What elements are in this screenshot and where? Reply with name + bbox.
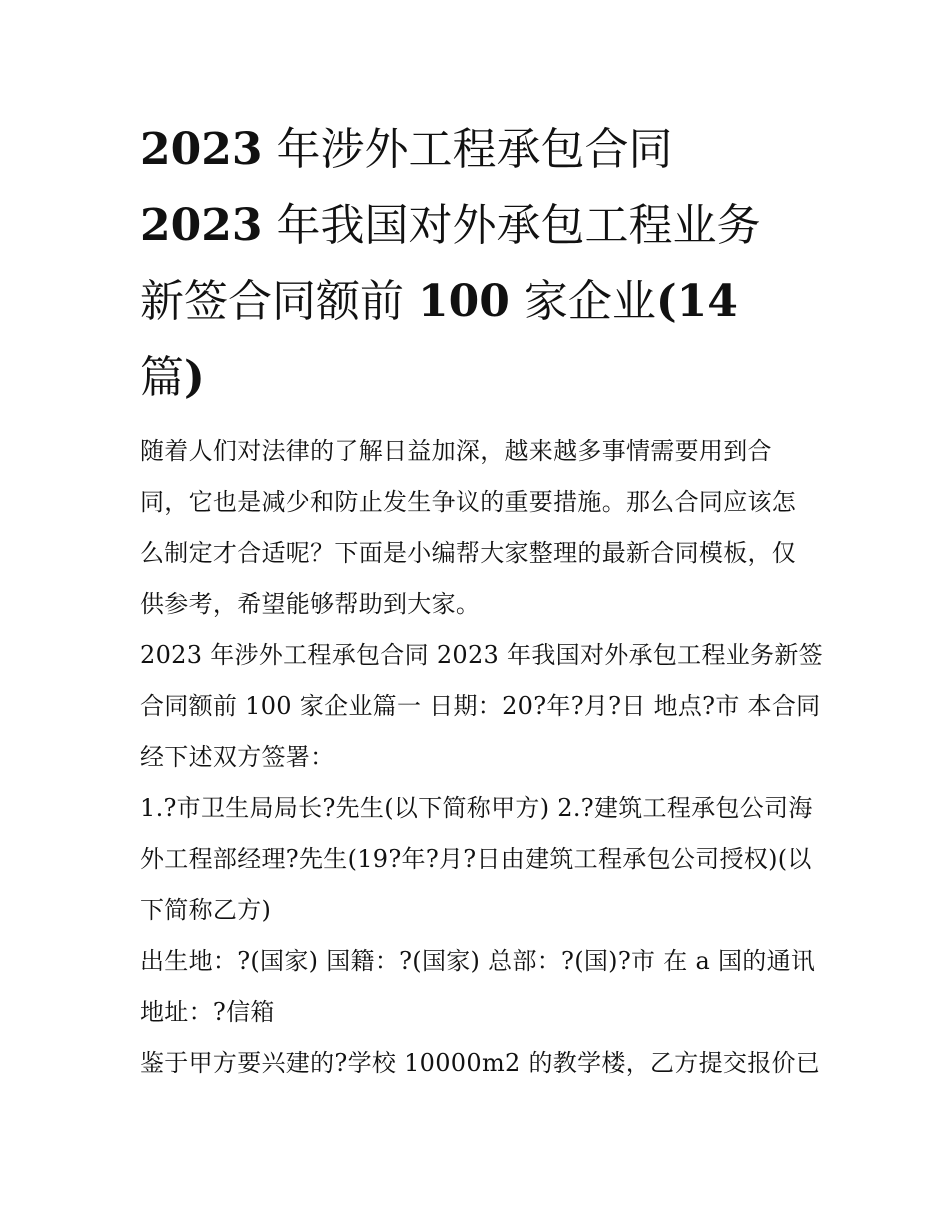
paragraph-line: 同，它也是减少和防止发生争议的重要措施。那么合同应该怎	[140, 488, 797, 516]
document-title	[140, 112, 815, 416]
party-info-paragraph	[140, 936, 815, 1038]
recital-paragraph	[140, 1038, 821, 1089]
paragraph-line: 地址：?信箱	[140, 998, 275, 1026]
title-line: 篇)	[140, 352, 205, 403]
title-line: 新签合同额前 100 家企业(14	[140, 276, 738, 327]
paragraph-line: 供参考，希望能够帮助到大家。	[140, 590, 481, 618]
paragraph-line: 么制定才合适呢？下面是小编帮大家整理的最新合同模板，仅	[140, 539, 797, 567]
paragraph-line: 出生地：?(国家) 国籍：?(国家) 总部：?(国)?市 在 a 国的通讯	[140, 947, 816, 975]
title-line: 2023 年涉外工程承包合同	[140, 124, 673, 175]
paragraph-line: 外工程部经理?先生(19?年?月?日由建筑工程承包公司授权)(以	[140, 845, 812, 873]
contract-heading-paragraph	[140, 630, 823, 783]
intro-paragraph	[140, 426, 815, 630]
paragraph-line: 随着人们对法律的了解日益加深，越来越多事情需要用到合	[140, 437, 772, 465]
paragraph-line: 下简称乙方)	[140, 896, 272, 924]
title-line: 2023 年我国对外承包工程业务	[140, 200, 761, 251]
paragraph-line: 经下述双方签署：	[140, 743, 335, 771]
parties-paragraph	[140, 783, 815, 936]
paragraph-line: 1.?市卫生局局长?先生(以下简称甲方) 2.?建筑工程承包公司海	[140, 794, 813, 822]
paragraph-line: 鉴于甲方要兴建的?学校 10000m2 的教学楼，乙方提交报价已	[140, 1049, 821, 1077]
paragraph-line: 合同额前 100 家企业篇一 日期：20?年?月?日 地点?市 本合同	[140, 692, 821, 720]
document-body	[140, 112, 823, 1089]
paragraph-line: 2023 年涉外工程承包合同 2023 年我国对外承包工程业务新签	[140, 641, 823, 669]
